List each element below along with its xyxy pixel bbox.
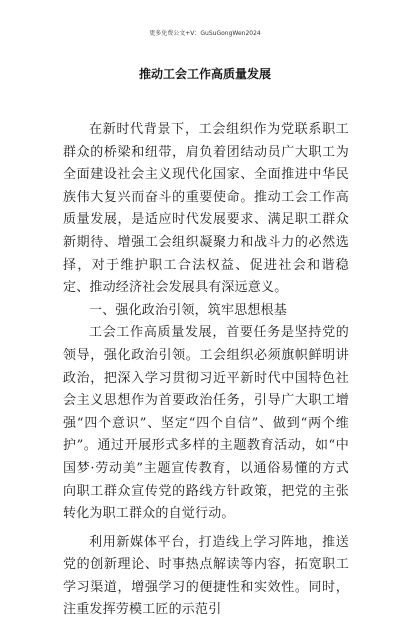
body-paragraph: 工会工作高质量发展，首要任务是坚持党的领导，强化政治引领。工会组织必须旗帜鲜明讲政治，把深入学习贯彻习近平新时代中国特色社会主义思想作为首要政治任务，引导广大职工增强“四个意识”、坚定“四个自信”、做到“两个维护”。通过开展形式多样的主题教育活动，如“中国梦·劳动美”主题宣传教育，以通俗易懂的方式向职工群众宣传党的路线方针政策，把党的主张转化为职工群众的自觉行动。 bbox=[63, 325, 349, 522]
section-heading: 一、强化政治引领，筑牢思想根基 bbox=[89, 302, 288, 318]
document-body bbox=[63, 119, 349, 622]
intro-paragraph: 在新时代背景下，工会组织作为党联系职工群众的桥梁和纽带，肩负着团结动员广大职工为全面建设社会主义现代化国家、全面推进中华民族伟大复兴而奋斗的重要使命。推动工会工作高质量发展，是适应时代发展要求、满足职工群众新期待、增强工会组织凝聚力和战斗力的必然选择，对于维护职工合法权益、促进社会和谐稳定、推动经济社会发展具有深远意义。 bbox=[63, 122, 349, 296]
body-paragraph: 利用新媒体平台，打造线上学习阵地，推送党的创新理论、时事热点解读等内容，拓宽职工学习渠道，增强学习的便捷性和实效性。同时，注重发挥劳模工匠的示范引 bbox=[63, 534, 349, 618]
document-title: 推动工会工作高质量发展 bbox=[138, 67, 271, 81]
header-note: 更多免费公文+V：GuSuGongWen2024 bbox=[149, 30, 261, 37]
